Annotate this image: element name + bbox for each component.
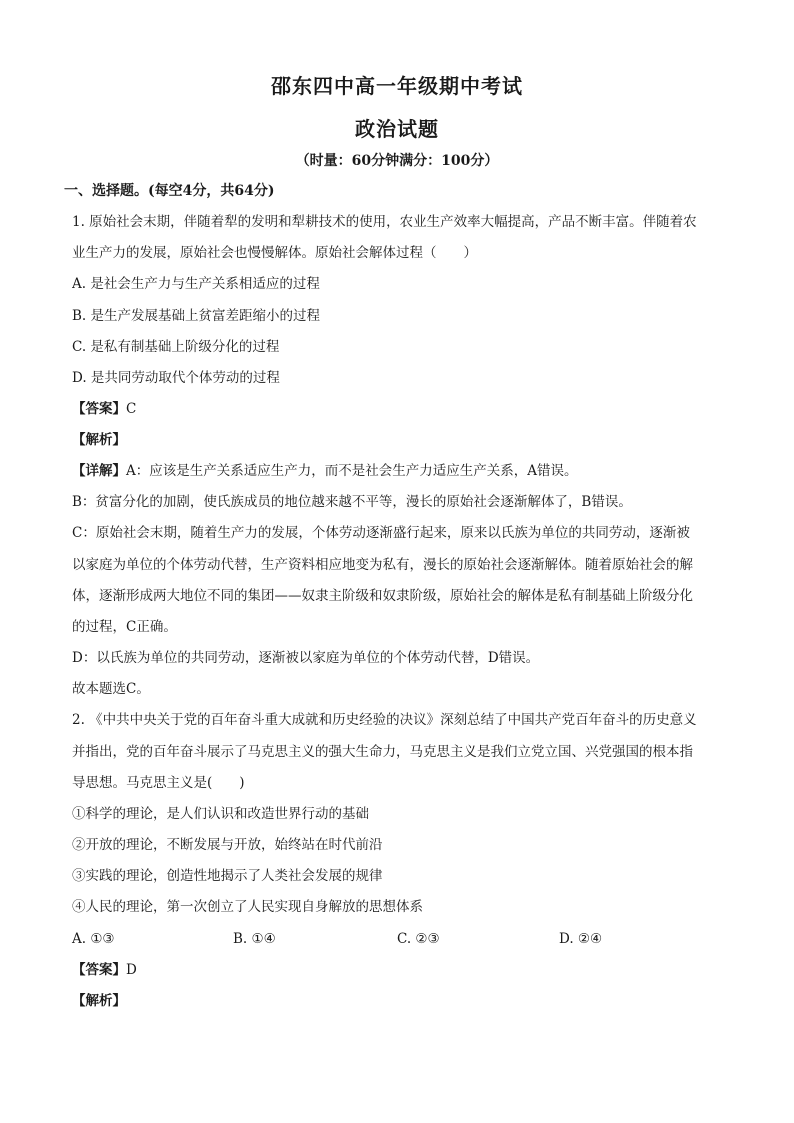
q2-answer xyxy=(72,960,724,980)
q1-option-d: D. 是共同劳动取代个体劳动的过程 xyxy=(72,370,280,386)
q1-detail-c4: 的过程，C正确。 xyxy=(72,619,177,635)
q1-detail-a-text: A：应该是生产关系适应生产力，而不是社会生产力适应生产关系，A错误。 xyxy=(126,463,578,479)
subject-title: 政治试题 xyxy=(355,117,439,141)
q2-item-3: ③实践的理论，创造性地揭示了人类社会发展的规律 xyxy=(72,868,383,884)
school-title: 邵东四中高一年级期中考试 xyxy=(271,74,523,98)
q2-stem-line1: 2. 《中共中央关于党的百年奋斗重大成就和历史经验的决议》深刻总结了中国共产党百年奋斗的历史意义 xyxy=(72,712,697,728)
q2-answer-value: D xyxy=(126,962,137,978)
q2-stem-line2: 并指出，党的百年奋斗展示了马克思主义的强大生命力，马克思主义是我们立党立国、兴党强国的根本指 xyxy=(72,744,693,760)
q1-option-c: C. 是私有制基础上阶级分化的过程 xyxy=(72,339,280,355)
q1-analysis-label: 【解析】 xyxy=(72,432,126,448)
q2-item-1: ①科学的理论，是人们认识和改造世界行动的基础 xyxy=(72,806,369,822)
q1-conclusion: 故本题选C。 xyxy=(72,681,150,697)
q2-option-c: C. ②③ xyxy=(397,931,440,947)
q1-stem-line2: 业生产力的发展，原始社会也慢慢解体。原始社会解体过程（ ） xyxy=(72,245,477,261)
section-heading: 一、选择题。(每空4分，共64分) xyxy=(64,183,275,199)
q1-option-b: B. 是生产发展基础上贫富差距缩小的过程 xyxy=(72,308,321,324)
q1-detail-c1: C：原始社会末期，随着生产力的发展，个体劳动逐渐盛行起来，原来以氏族为单位的共同劳动，逐渐被 xyxy=(72,525,690,541)
q2-option-d: D. ②④ xyxy=(559,931,603,947)
q2-stem-line3: 导思想。马克思主义是( ) xyxy=(72,775,245,791)
q1-answer xyxy=(72,399,724,419)
time-note: （时量：60分钟满分：100分） xyxy=(295,153,499,169)
q2-analysis-label: 【解析】 xyxy=(72,993,126,1009)
q2-item-4: ④人民的理论，第一次创立了人民实现自身解放的思想体系 xyxy=(72,899,423,915)
q2-answer-label: 【答案】 xyxy=(72,962,126,978)
q1-option-a: A. 是社会生产力与生产关系相适应的过程 xyxy=(72,276,320,292)
q1-detail-a xyxy=(72,461,724,481)
q2-option-a: A. ①③ xyxy=(72,931,115,947)
q1-answer-value: C xyxy=(126,401,137,417)
q2-option-b: B. ①④ xyxy=(233,931,276,947)
q1-detail-d: D：以氏族为单位的共同劳动，逐渐被以家庭为单位的个体劳动代替，D错误。 xyxy=(72,650,540,666)
q1-detail-b: B：贫富分化的加剧，使氏族成员的地位越来越不平等，漫长的原始社会逐渐解体了，B错误。 xyxy=(72,494,632,510)
q1-detail-c3: 体，逐渐形成两大地位不同的集团——奴隶主阶级和奴隶阶级，原始社会的解体是私有制基础上阶级分化 xyxy=(72,588,693,604)
q1-stem-line1: 1. 原始社会末期，伴随着犁的发明和犁耕技术的使用，农业生产效率大幅提高，产品不断丰富。伴随着农 xyxy=(72,214,697,230)
q1-detail-label: 【详解】 xyxy=(72,463,126,479)
q1-detail-c2: 以家庭为单位的个体劳动代替，生产资料相应地变为私有，漫长的原始社会逐渐解体。随着原始社会的解 xyxy=(72,557,693,573)
q1-answer-label: 【答案】 xyxy=(72,401,126,417)
q2-item-2: ②开放的理论，不断发展与开放，始终站在时代前沿 xyxy=(72,837,383,853)
